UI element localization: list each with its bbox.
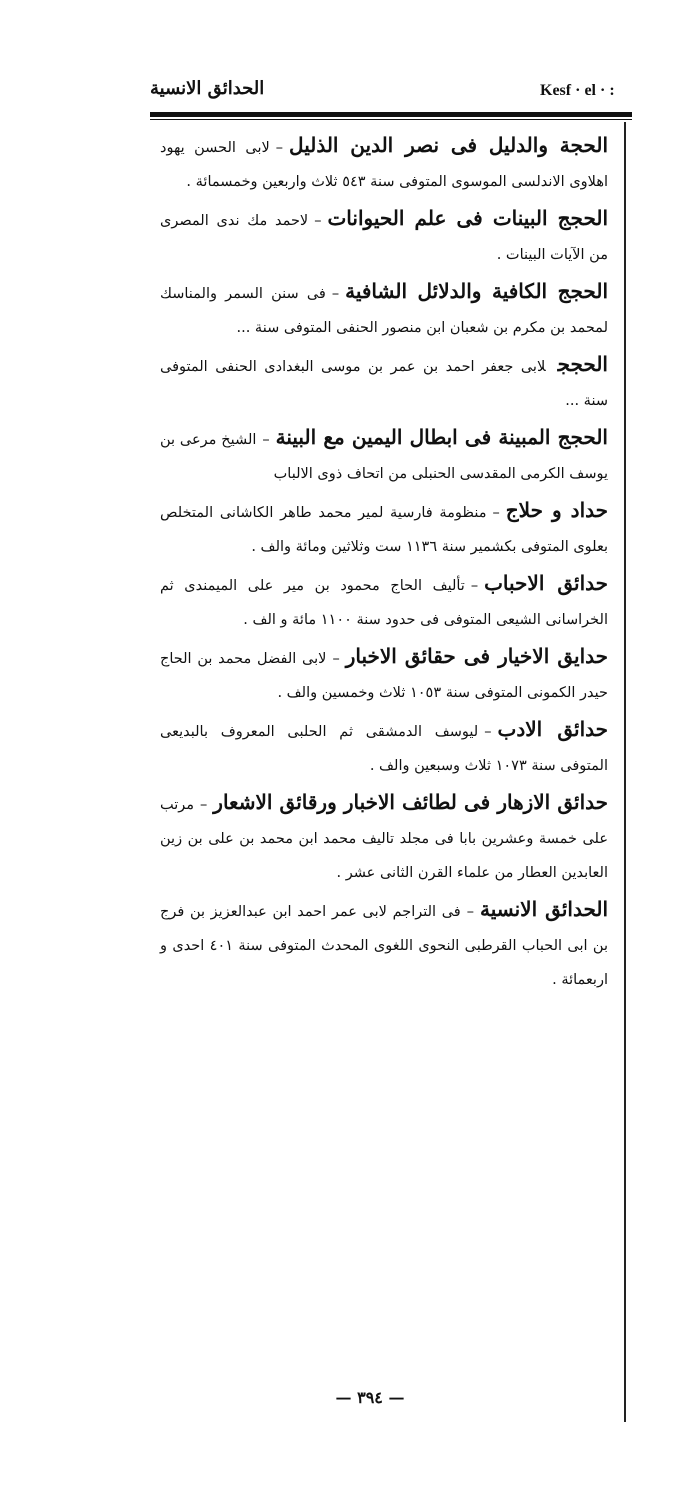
- entry: [160, 420, 608, 491]
- entry-separator: –: [332, 651, 340, 667]
- entry-title: حدائق الادب: [497, 717, 609, 741]
- entry-body: منظومة فارسية لمير محمد طاهر الكاشانى المتخلص بعلوى المتوفى بكشمير سنة ١١٣٦ ست وثلاثين ومائة والف .: [160, 505, 608, 555]
- entry-separator: [546, 359, 558, 375]
- entry-title: الحجج الكافية والدلائل الشافية: [345, 279, 608, 303]
- entries-list: [160, 128, 608, 999]
- entry-title: حدائق الاحباب: [484, 571, 608, 595]
- entry-separator: –: [275, 140, 284, 156]
- entry: [160, 892, 608, 997]
- entry: [160, 712, 608, 783]
- header-left-text: Kesf · el · :: [540, 82, 615, 99]
- entry-body: الشيخ مرعى بن يوسف الكرمى المقدسى الحنبلى من اتحاف ذوى الالباب: [160, 432, 608, 482]
- header-rule-thick: [150, 112, 632, 117]
- entry: [160, 493, 608, 564]
- margin-line: [624, 122, 626, 1422]
- entry-body: لابى الحسن يهود اهلاوى الاندلسى الموسوى المتوفى سنة ٥٤٣ ثلاث واربعين وخمسمائة .: [160, 140, 608, 190]
- entry-body: فى سنن السمر والمناسك لمحمد بن مكرم بن شعبان ابن منصور الحنفى المتوفى سنة ...: [160, 286, 608, 336]
- entry-body: لابى جعفر احمد بن عمر بن موسى البغدادى الحنفى المتوفى سنة ...: [160, 359, 608, 409]
- entry-separator: –: [466, 904, 474, 920]
- entry-title: الحجج المبينة فى ابطال اليمين مع البينة: [275, 425, 608, 449]
- entry-body: لابى الفضل محمد بن الحاج حيدر الكمونى المتوفى سنة ١٠٥٣ ثلاث وخمسين والف .: [160, 651, 608, 701]
- entry-separator: –: [262, 432, 270, 448]
- entry-separator: –: [470, 578, 479, 594]
- entry: [160, 639, 608, 710]
- entry-title: الحجة والدليل فى نصر الدين الذليل: [289, 133, 608, 157]
- entry-body: ليوسف الدمشقى ثم الحلبى المعروف بالبديعى المتوفى سنة ١٠٧٣ ثلاث وسبعين والف .: [160, 724, 608, 774]
- entry: [160, 274, 608, 345]
- entry: [160, 201, 608, 272]
- entry: [160, 785, 608, 890]
- entry: [160, 128, 608, 199]
- entry-body: لاحمد مك ندى المصرى من الآيات البينات .: [160, 213, 608, 263]
- entry-title: حدائق الازهار فى لطائف الاخبار ورقائق الاشعار: [213, 790, 608, 814]
- page-number: — ٣٩٤ —: [335, 1388, 405, 1407]
- entry-separator: –: [200, 797, 208, 813]
- entry-title: حداد و حلاج: [505, 498, 608, 522]
- entry-separator: –: [492, 505, 500, 521]
- entry-separator: –: [331, 286, 340, 302]
- header-rule-thin: [150, 119, 632, 120]
- header-title: الحدائق الانسية: [150, 78, 265, 99]
- entry-title: الحجج البينات فى علم الحيوانات: [327, 206, 609, 230]
- entry-body: تأليف الحاج محمود بن مير على الميمندى ثم الخراسانى الشيعى المتوفى فى حدود سنة ١١٠٠ مائة و الف .: [160, 578, 608, 628]
- entry-separator: –: [484, 724, 492, 740]
- entry-title: الحجج: [557, 352, 608, 376]
- entry-body: مرتب على خمسة وعشرين بابا فى مجلد تاليف محمد ابن محمد بن على بن زين العابدين العطار من علماء القرن الثانى عشر .: [160, 797, 608, 881]
- entry-separator: –: [314, 213, 322, 229]
- entry-title: حدايق الاخيار فى حقائق الاخبار: [345, 644, 608, 668]
- entry: [160, 347, 608, 418]
- entry-body: فى التراجم لابى عمر احمد ابن عبدالعزيز بن فرج بن ابى الحباب القرطبى النحوى اللغوى المحدث المتوفى سنة ٤٠١ احدى و اربعمائة .: [160, 904, 608, 988]
- entry-title: الحدائق الانسية: [480, 897, 609, 921]
- entry: [160, 566, 608, 637]
